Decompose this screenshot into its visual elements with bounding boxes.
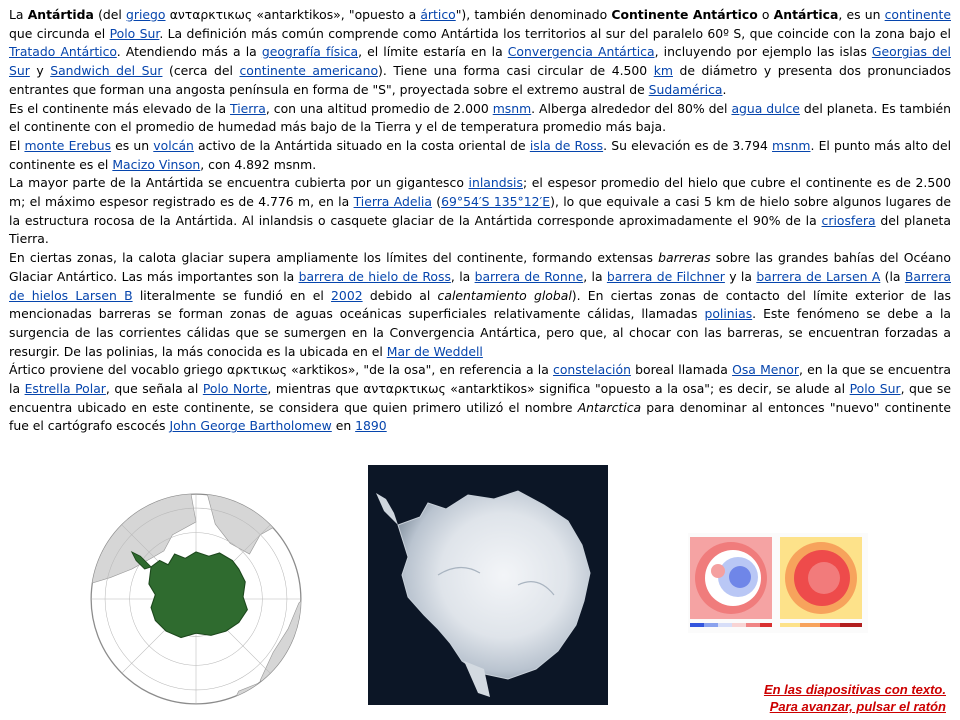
link-constelacion[interactable]: constelación bbox=[553, 362, 631, 378]
article-text bbox=[9, 6, 951, 436]
text-run: , que señala al bbox=[105, 381, 203, 397]
paragraph-barreras bbox=[9, 249, 951, 361]
paragraph-intro bbox=[9, 6, 951, 100]
bold-term-continente-antartico: Continente Antártico bbox=[611, 7, 758, 22]
link-estrella-polar[interactable]: Estrella Polar bbox=[24, 381, 106, 397]
text-run: , la bbox=[450, 268, 475, 284]
text-run: o bbox=[757, 7, 774, 22]
text-run: . Este fenómeno se debe a la surgencia de las corrientes cálidas que se sumergen en la Convergencia Antártica, pero que, al chocar con las barreras, se encuentran forzadas a resurgir. De las polinias, la más conocida es la ubicada en el bbox=[9, 306, 951, 359]
paragraph-inlandsis bbox=[9, 174, 951, 249]
text-run: , la bbox=[583, 268, 607, 284]
text-run: boreal llamada bbox=[630, 362, 733, 378]
italic-barreras: barreras bbox=[658, 250, 711, 266]
text-run: , que se encuentra ubicado en este continente, se considera que quien primero utilizó el nombre bbox=[9, 381, 951, 415]
paragraph-artico bbox=[9, 361, 951, 436]
link-john-george-bartholomew[interactable]: John George Bartholomew bbox=[169, 418, 332, 434]
link-volcan[interactable]: volcán bbox=[153, 137, 194, 153]
link-convergencia-antartica[interactable]: Convergencia Antártica bbox=[507, 44, 655, 60]
map-left bbox=[690, 537, 772, 619]
text-run: debido al bbox=[362, 287, 438, 303]
link-tierra[interactable]: Tierra bbox=[230, 100, 266, 116]
text-run: Ártico proviene del vocablo griego αρκτικως «arktikos», "de la osa", en referencia a la bbox=[9, 362, 554, 378]
link-polo-sur[interactable]: Polo Sur bbox=[109, 25, 160, 41]
paragraph-erebus bbox=[9, 137, 951, 174]
text-run: "), también denominado bbox=[455, 7, 612, 22]
text-run: , con una altitud promedio de 2.000 bbox=[265, 100, 493, 116]
notice-line-1: En las diapositivas con texto. bbox=[763, 682, 946, 697]
text-run: (la bbox=[880, 268, 905, 284]
link-monte-erebus[interactable]: monte Erebus bbox=[24, 137, 112, 153]
text-run: sobre las grandes bahías del Océano Glaciar Antártico. Las más importantes son la bbox=[9, 250, 951, 284]
link-criosfera[interactable]: criosfera bbox=[821, 212, 876, 228]
notice-line-2: Para avanzar, pulsar el ratón bbox=[769, 699, 946, 714]
link-tratado-antartico[interactable]: Tratado Antártico bbox=[9, 44, 117, 60]
bold-term-antartida: Antártida bbox=[27, 7, 94, 22]
italic-calentamiento-global: calentamiento global bbox=[437, 287, 572, 303]
italic-antarctica: Antarctica bbox=[577, 399, 642, 415]
text-run: para denominar al entonces "nuevo" continente fue el cartógrafo escocés bbox=[9, 399, 951, 434]
text-run: , incluyendo por ejemplo las islas bbox=[654, 44, 872, 60]
link-continente-americano[interactable]: continente americano bbox=[239, 63, 379, 79]
globe-landmasses bbox=[89, 492, 303, 706]
antarctica-satellite-image bbox=[368, 465, 608, 705]
link-1890[interactable]: 1890 bbox=[355, 418, 387, 434]
link-barrera-ronne[interactable]: barrera de Ronne bbox=[474, 268, 584, 284]
link-msnm[interactable]: msnm bbox=[492, 100, 532, 116]
text-run: , mientras que ανταρκτικως «antarktikos» significa "opuesto a la osa"; es decir, se alude al bbox=[267, 381, 850, 397]
link-km[interactable]: km bbox=[653, 63, 673, 79]
link-isla-de-ross[interactable]: isla de Ross bbox=[529, 137, 604, 153]
link-polinias[interactable]: polinias bbox=[704, 306, 753, 322]
text-run: del planeta. Es también el continente con el promedio de humedad más bajo de la Tierra y el de temperatura promedio más baja. bbox=[9, 100, 951, 135]
link-geografia-fisica[interactable]: geografía física bbox=[261, 44, 359, 60]
link-mar-de-weddell[interactable]: Mar de Weddell bbox=[386, 343, 483, 359]
map-right bbox=[780, 537, 862, 619]
link-osa-menor[interactable]: Osa Menor bbox=[732, 362, 799, 378]
text-run: La mayor parte de la Antártida se encuentra cubierta por un gigantesco bbox=[9, 175, 469, 191]
link-sandwich-del-sur[interactable]: Sandwich del Sur bbox=[50, 63, 163, 79]
text-run: ανταρκτικως «antarktikos», "opuesto a bbox=[165, 7, 421, 22]
link-macizo-vinson[interactable]: Macizo Vinson bbox=[112, 156, 201, 172]
link-2002[interactable]: 2002 bbox=[331, 287, 363, 303]
antarctica-highlight bbox=[149, 552, 247, 638]
text-run: , en la que se encuentra la bbox=[9, 362, 951, 397]
text-run: ). Tiene una forma casi circular de 4.500 bbox=[378, 63, 654, 79]
text-run: . Su elevación es de 3.794 bbox=[603, 137, 773, 153]
text-run: . Atendiendo más a la bbox=[116, 44, 262, 60]
text-run: . La definición más común comprende como Antártida los territorios al sur del paralelo 60º S, que coincide con la zona bajo el bbox=[159, 25, 952, 41]
link-continente[interactable]: continente bbox=[884, 7, 951, 22]
link-polo-norte[interactable]: Polo Norte bbox=[202, 381, 268, 397]
link-sudamerica[interactable]: Sudamérica bbox=[648, 81, 723, 97]
link-barrera-larsen-a[interactable]: barrera de Larsen A bbox=[756, 268, 881, 284]
text-run: En ciertas zonas, la calota glaciar supera ampliamente los límites del continente, formando extensas bbox=[9, 250, 659, 266]
link-larsen-b[interactable]: Barrera de hielos Larsen B bbox=[9, 268, 951, 303]
globe-antarctica-image bbox=[89, 492, 303, 706]
link-barrera-ross[interactable]: barrera de hielo de Ross bbox=[298, 268, 451, 284]
text-run: , el límite estaría en la bbox=[358, 44, 508, 60]
text-run: (del bbox=[93, 7, 127, 22]
text-run: ( bbox=[431, 194, 442, 210]
link-coordinates[interactable]: 69°54′S 135°12′E bbox=[441, 194, 551, 210]
bold-term-antartica: Antártica bbox=[773, 7, 839, 22]
link-barrera-filchner[interactable]: barrera de Filchner bbox=[606, 268, 725, 284]
link-polo-sur[interactable]: Polo Sur bbox=[849, 381, 901, 397]
text-run: y la bbox=[724, 268, 757, 284]
text-run: del planeta Tierra. bbox=[9, 212, 951, 247]
text-run: . bbox=[722, 81, 727, 97]
text-run: en bbox=[331, 418, 356, 434]
link-tierra-adelia[interactable]: Tierra Adelia bbox=[353, 194, 432, 210]
text-run: que circunda el bbox=[9, 25, 110, 41]
link-msnm[interactable]: msnm bbox=[772, 137, 811, 153]
text-run: , con 4.892 msnm. bbox=[200, 156, 317, 172]
text-run: . El punto más alto del continente es el bbox=[9, 137, 952, 172]
text-run: es un bbox=[111, 137, 154, 153]
link-griego[interactable]: griego bbox=[126, 7, 166, 22]
link-inlandsis[interactable]: inlandsis bbox=[468, 175, 523, 191]
temperature-anomaly-maps bbox=[688, 533, 868, 633]
link-artico[interactable]: ártico bbox=[420, 7, 456, 22]
text-run: de diámetro y presenta dos pronunciados entrantes que forman una angosta península en forma de "S", proyectada sobre el extremo austral de bbox=[9, 63, 952, 97]
text-run: El bbox=[9, 137, 25, 153]
text-run: Es el continente más elevado de la bbox=[9, 100, 231, 116]
text-run: , es un bbox=[838, 7, 885, 22]
text-run: La bbox=[9, 7, 28, 22]
text-run: ). En ciertas zonas de contacto del límite exterior de las mencionadas barreras se forman zonas de aguas oceánicas superficiales relativamente cálidas, llamadas bbox=[9, 287, 951, 322]
paragraph-elevation bbox=[9, 100, 951, 137]
text-run: activo de la Antártida situado en la costa oriental de bbox=[193, 137, 530, 153]
text-run: y bbox=[29, 63, 51, 79]
link-georgias-del-sur[interactable]: Georgias del Sur bbox=[9, 44, 951, 79]
text-run: (cerca del bbox=[162, 63, 240, 79]
text-run: . Alberga alrededor del 80% del bbox=[531, 100, 732, 116]
text-run: literalmente se fundió en el bbox=[132, 287, 332, 303]
text-run: ; el espesor promedio del hielo que cubre el continente es de 2.500 m; el máximo espesor registrado es de 4.776 m, en la bbox=[9, 175, 951, 210]
link-agua-dulce[interactable]: agua dulce bbox=[731, 100, 800, 116]
text-run: ), lo que equivale a casi 5 km de hielo sobre algunos lugares de la estructura rocosa de la Antártida. Al inlandsis o casquete glaciar de la Antártida corresponde aproximadamente el 90% de la bbox=[9, 194, 951, 228]
slide-navigation-notice bbox=[764, 681, 946, 715]
